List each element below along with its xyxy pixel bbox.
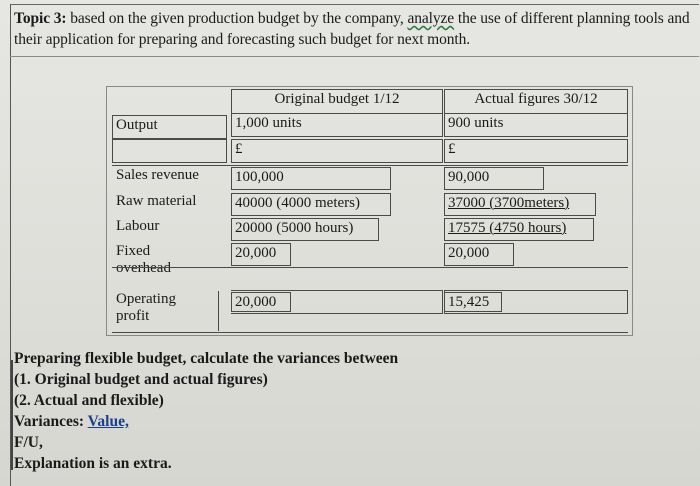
row-label-raw-material: Raw material: [116, 193, 197, 209]
rows-top-rule: [112, 165, 628, 166]
blank-label-cell: [112, 139, 227, 163]
actual-fixed-overhead: 20,000: [444, 243, 514, 266]
row-label-fixed-overhead: Fixed overhead: [116, 243, 171, 276]
fixed-overhead-bottom-rule: [112, 267, 628, 268]
instruction-line-6: Explanation is an extra.: [14, 455, 172, 472]
instructions: [14, 348, 398, 474]
instruction-line-5: F/U,: [14, 434, 43, 451]
original-operating-profit: 20,000: [231, 292, 291, 312]
table-bottom-rule: [112, 332, 628, 333]
row-label-sales-revenue: Sales revenue: [116, 167, 199, 183]
actual-raw-material: 37000 (3700meters): [444, 193, 596, 216]
value-link[interactable]: Value,: [87, 413, 129, 430]
original-sales-revenue: 100,000: [231, 167, 391, 190]
header-original: Original budget 1/12: [231, 89, 443, 113]
budget-table: [106, 86, 633, 336]
instruction-line-2: (1. Original budget and actual figures): [14, 371, 268, 388]
topic-heading: [14, 8, 694, 50]
header-output: Output: [112, 115, 227, 139]
original-labour: 20000 (5000 hours): [231, 218, 379, 241]
topic-keyword: analyze: [407, 10, 455, 27]
instructions-bracket: [11, 360, 13, 470]
instruction-line-3: (2. Actual and flexible): [14, 392, 164, 409]
row-label-labour: Labour: [116, 218, 160, 234]
topic-text-after: the use of different planning tools and their application for preparing and forecasting such budget for next month.: [14, 10, 690, 48]
actual-labour: 17575 (4750 hours): [444, 218, 594, 241]
original-currency-cell: £: [231, 139, 443, 163]
header-actual: Actual figures 30/12: [444, 89, 628, 113]
topic-label: Topic 3:: [14, 10, 67, 27]
actual-operating-profit: 15,425: [444, 292, 502, 312]
instruction-line-1: Preparing flexible budget, calculate the variances between: [14, 350, 399, 367]
original-fixed-overhead: 20,000: [231, 243, 291, 266]
actual-currency-cell: £: [444, 139, 628, 163]
instruction-line-4: Variances: Value,: [14, 413, 129, 430]
row-label-operating-profit: Operating profit: [114, 291, 219, 331]
actual-sales-revenue: 90,000: [444, 167, 544, 190]
original-units-cell: 1,000 units: [231, 113, 443, 137]
topic-text-before: based on the given production budget by the company,: [66, 10, 408, 27]
original-raw-material: 40000 (4000 meters): [231, 193, 391, 216]
topic-divider: [10, 56, 699, 57]
actual-units-cell: 900 units: [444, 113, 628, 137]
